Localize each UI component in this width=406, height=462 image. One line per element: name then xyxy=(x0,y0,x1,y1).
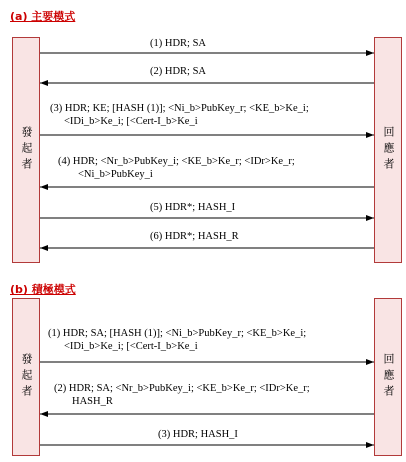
section-b-title: (b) 積極模式 xyxy=(10,283,76,296)
section-a-title: (a) 主要模式 xyxy=(10,10,76,23)
section-a-responder-label: 回應者 xyxy=(382,126,395,174)
message-text: (1) HDR; SA xyxy=(150,38,207,49)
message-text: (3) HDR; KE; [HASH (1)]; <Ni_b>PubKey_r; <KE_b>Ke_i; xyxy=(50,103,309,114)
message-text: (2) HDR; SA; <Nr_b>PubKey_i; <KE_b>Ke_r; <IDr>Ke_r; xyxy=(54,383,310,394)
message-text: (6) HDR*; HASH_R xyxy=(150,231,239,242)
section-a-initiator-label: 發起者 xyxy=(20,126,33,174)
message-text-continued: HASH_R xyxy=(72,396,113,407)
section-b-initiator-label: 發起者 xyxy=(20,353,33,401)
message-text: (4) HDR; <Nr_b>PubKey_i; <KE_b>Ke_r; <IDr>Ke_r; xyxy=(58,156,295,167)
message-text-continued: <IDi_b>Ke_i; [<Cert-I_b>Ke_i xyxy=(64,116,198,127)
message-text: (3) HDR; HASH_I xyxy=(158,429,238,440)
message-text-continued: <IDi_b>Ke_i; [<Cert-I_b>Ke_i xyxy=(64,341,198,352)
message-text: (5) HDR*; HASH_I xyxy=(150,202,236,213)
message-text: (2) HDR; SA xyxy=(150,66,207,77)
message-text-continued: <Ni_b>PubKey_i xyxy=(78,169,153,180)
message-text: (1) HDR; SA; [HASH (1)]; <Ni_b>PubKey_r; <KE_b>Ke_i; xyxy=(48,328,307,339)
section-b-responder-label: 回應者 xyxy=(382,353,395,401)
